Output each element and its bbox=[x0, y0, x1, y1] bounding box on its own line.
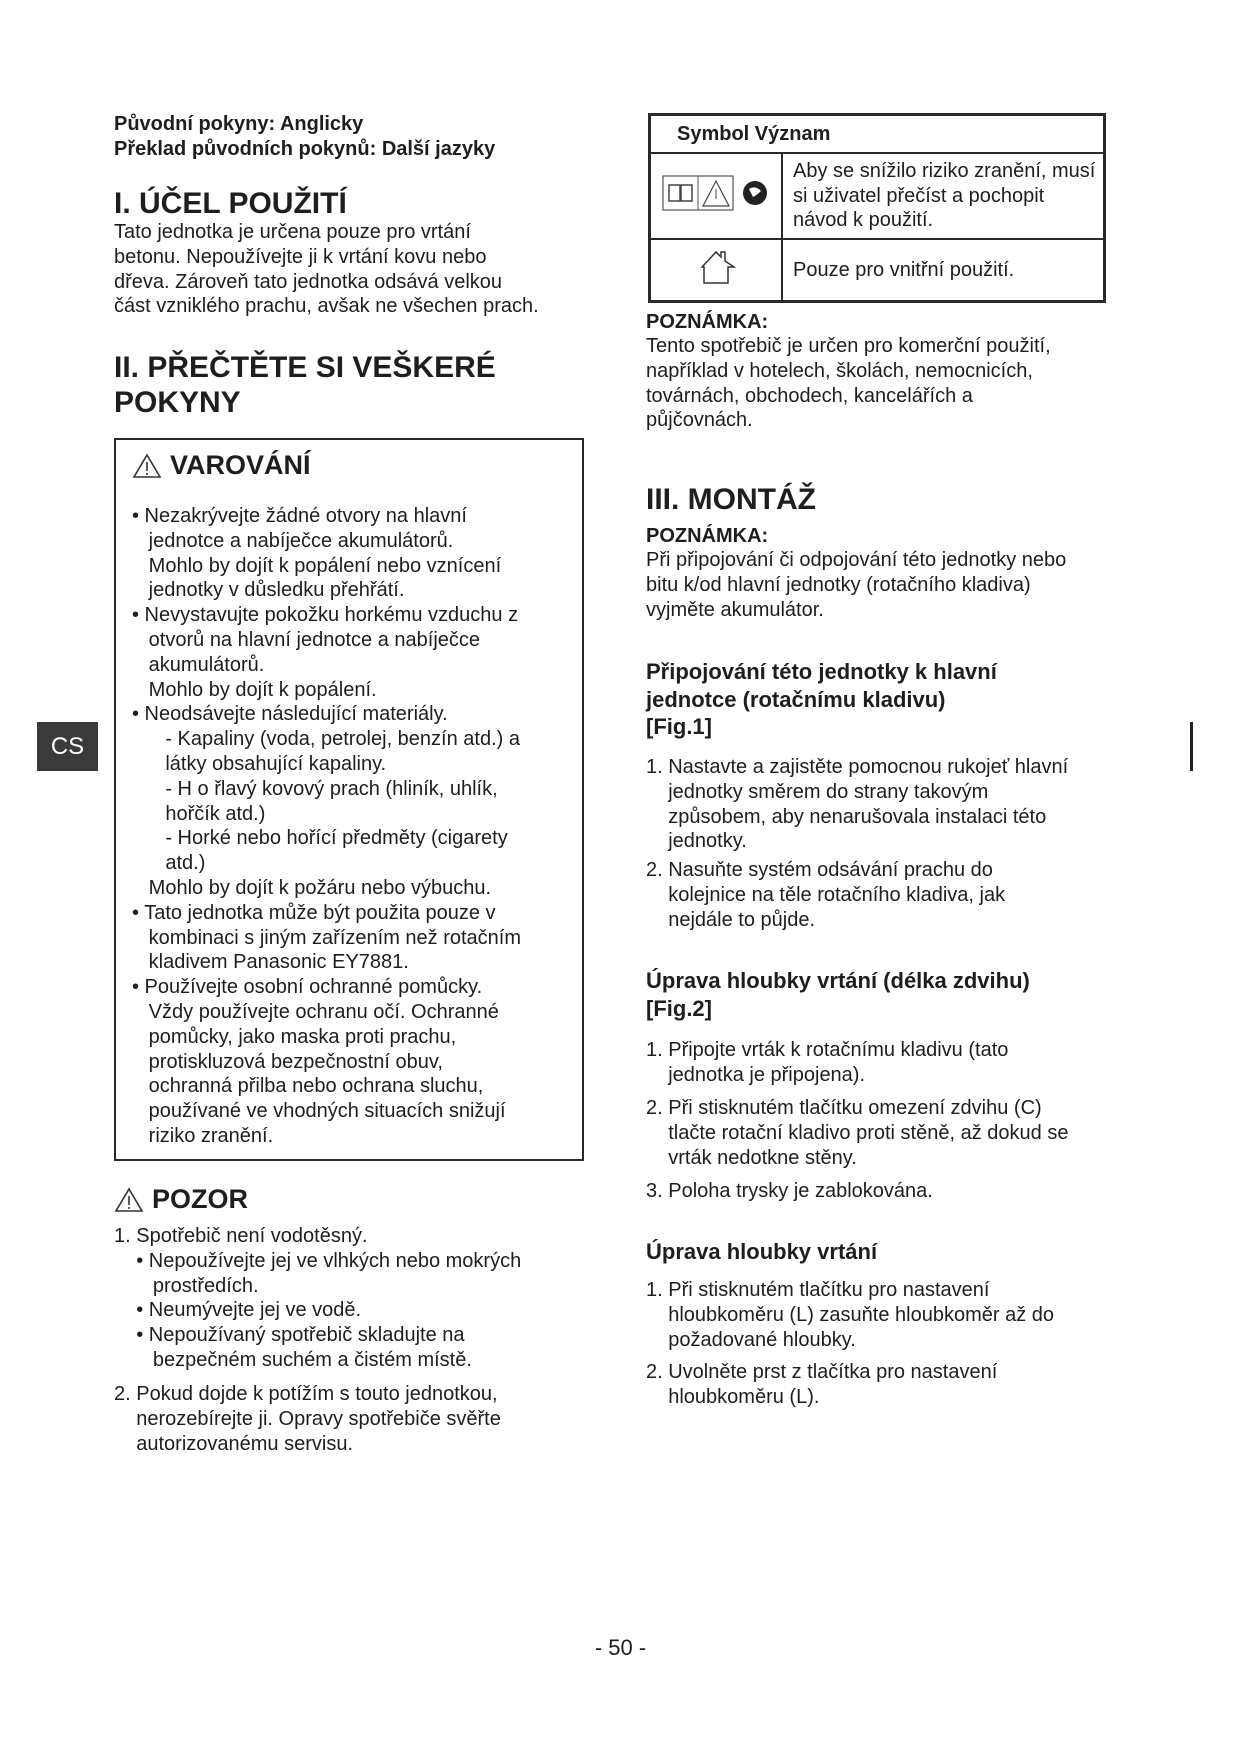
text-line: jednotce (rotačnímu kladivu) bbox=[646, 686, 946, 712]
text-line: protiskluzová bezpečnostní obuv, bbox=[132, 1050, 443, 1073]
text-line: riziko zranění. bbox=[132, 1124, 274, 1147]
symbol-table bbox=[648, 113, 1106, 303]
text-line: látky obsahující kapaliny. bbox=[132, 752, 387, 775]
text-line: • Nepoužívaný spotřebič skladujte na bbox=[114, 1324, 465, 1347]
text-line: kolejnice na těle rotačního kladiva, jak bbox=[646, 883, 1006, 906]
text-line: - Kapaliny (voda, petrolej, benzín atd.) a bbox=[132, 728, 520, 751]
text-line: si uživatel přečíst a pochopit bbox=[793, 184, 1045, 207]
text-line: jednotce a nabíječce akumulátorů. bbox=[132, 529, 454, 552]
text-line: Při připojování či odpojování této jednotky nebo bbox=[646, 549, 1067, 571]
translation-language: Překlad původních pokynů: Další jazyky bbox=[114, 137, 496, 160]
warning-box bbox=[114, 438, 584, 1161]
text-line: kombinaci s jiným zařízením než rotačním bbox=[132, 926, 522, 949]
text-line: hořčík atd.) bbox=[132, 802, 266, 825]
caution-item-1 bbox=[114, 1224, 521, 1373]
text-line: vrták nedotkne stěny. bbox=[646, 1146, 857, 1169]
stroke-step-3 bbox=[646, 1179, 933, 1204]
subsection-attach-title bbox=[646, 658, 997, 741]
note-2-text bbox=[646, 548, 1066, 622]
text-line: • Tato jednotka může být použita pouze v bbox=[132, 901, 496, 924]
page-edge-marker bbox=[1190, 722, 1193, 771]
text-line: dřeva. Zároveň tato jednotka odsává velkou bbox=[114, 270, 503, 293]
text-line: prostředích. bbox=[114, 1274, 259, 1297]
text-line: [Fig.2] bbox=[646, 995, 712, 1021]
text-line: ochranná přilba nebo ochrana sluchu, bbox=[132, 1075, 484, 1098]
symbol-row-indoor bbox=[650, 239, 1105, 302]
text-line: [Fig.1] bbox=[646, 714, 712, 739]
warning-heading bbox=[132, 452, 311, 480]
text-line: 2. Nasuňte systém odsávání prachu do bbox=[646, 859, 993, 881]
text-line: Mohlo by dojít k požáru nebo výbuchu. bbox=[132, 876, 492, 899]
original-language: Původní pokyny: Anglicky bbox=[114, 113, 364, 135]
page-number: - 50 - bbox=[594, 1635, 647, 1660]
text-line: hloubkoměru (L) zasuňte hloubkoměr až do bbox=[646, 1303, 1054, 1326]
warning-title: VAROVÁNÍ bbox=[170, 450, 311, 480]
text-line: jednotka je připojena). bbox=[646, 1063, 866, 1086]
text-line: Tento spotřebič je určen pro komerční použití, bbox=[646, 335, 1051, 357]
text-line: jednotky v důsledku přehřátí. bbox=[132, 579, 405, 602]
depth-step-2 bbox=[646, 1360, 997, 1410]
text-line: návod k použití. bbox=[793, 209, 934, 232]
text-line: Aby se snížilo riziko zranění, musí bbox=[793, 159, 1096, 182]
text-line: betonu. Nepoužívejte ji k vrtání kovu nebo bbox=[114, 245, 487, 268]
note-1-text bbox=[646, 334, 1051, 433]
section-1-text bbox=[114, 220, 539, 319]
subsection-depth-title bbox=[646, 1238, 877, 1266]
language-tab: CS bbox=[37, 722, 98, 771]
document-header bbox=[114, 112, 495, 162]
text-line: Vždy používejte ochranu očí. Ochranné bbox=[132, 1000, 499, 1023]
meaning-cell bbox=[782, 153, 1105, 239]
text-line: Připojování této jednotky k hlavní bbox=[646, 659, 997, 684]
text-line: například v hotelech, školách, nemocnicích, bbox=[646, 359, 1033, 382]
indoor-house-icon bbox=[694, 247, 738, 287]
text-line: autorizovanému servisu. bbox=[114, 1432, 353, 1455]
text-line: 1. Při stisknutém tlačítku pro nastavení bbox=[646, 1279, 990, 1301]
text-line: • Neodsávejte následující materiály. bbox=[132, 703, 448, 726]
symbol-cell bbox=[650, 153, 783, 239]
caution-heading bbox=[114, 1186, 248, 1214]
text-line: vyjměte akumulátor. bbox=[646, 598, 824, 621]
text-line: • Neumývejte jej ve vodě. bbox=[114, 1299, 362, 1322]
text-line: II. PŘEČTĚTE SI VEŠKERÉ bbox=[114, 351, 496, 384]
symbol-row-manual bbox=[650, 153, 1105, 239]
text-line: Mohlo by dojít k popálení. bbox=[132, 678, 377, 701]
text-line: 1. Nastavte a zajistěte pomocnou rukojeť hlavní bbox=[646, 756, 1069, 778]
warning-list bbox=[132, 504, 521, 1149]
text-line: POKYNY bbox=[114, 386, 241, 419]
caution-item-2 bbox=[114, 1382, 501, 1456]
text-line: hloubkoměru (L). bbox=[646, 1385, 820, 1408]
warning-triangle-icon bbox=[132, 453, 162, 479]
symbol-cell bbox=[650, 239, 783, 302]
text-line: Úprava hloubky vrtání bbox=[646, 1239, 878, 1264]
text-line: • Nevystavujte pokožku horkému vzduchu z bbox=[132, 604, 519, 627]
text-line: pomůcky, jako maska proti prachu, bbox=[132, 1025, 457, 1048]
text-line: - Horké nebo hořící předměty (cigarety bbox=[132, 827, 508, 850]
section-2-title bbox=[114, 350, 496, 420]
note-1-label: POZNÁMKA: bbox=[646, 311, 769, 333]
meaning-cell: Pouze pro vnitřní použití. bbox=[782, 239, 1105, 302]
section-3-title: III. MONTÁŽ bbox=[646, 483, 816, 516]
text-line: 1. Připojte vrták k rotačnímu kladivu (tato bbox=[646, 1039, 1009, 1061]
subsection-stroke-title bbox=[646, 967, 1030, 1022]
text-line: způsobem, aby nenarušovala instalaci této bbox=[646, 805, 1047, 828]
stroke-step-2 bbox=[646, 1096, 1068, 1170]
text-line: nejdále to půjde. bbox=[646, 908, 816, 931]
text-line: • Nepoužívejte jej ve vlhkých nebo mokrých bbox=[114, 1249, 522, 1272]
text-line: bitu k/od hlavní jednotky (rotačního kladiva) bbox=[646, 573, 1031, 596]
text-line: 1. Spotřebič není vodotěsný. bbox=[114, 1225, 368, 1247]
text-line: bezpečném suchém a čistém místě. bbox=[114, 1348, 472, 1371]
note-2-label: POZNÁMKA: bbox=[646, 525, 769, 547]
symbol-table-header-cell: Symbol Význam bbox=[650, 115, 1105, 154]
text-line: • Používejte osobní ochranné pomůcky. bbox=[132, 976, 483, 999]
section-1-title: I. ÚČEL POUŽITÍ bbox=[114, 187, 347, 220]
text-line: továrnách, obchodech, kancelářích a bbox=[646, 384, 973, 407]
attach-step-2 bbox=[646, 858, 1005, 932]
text-line: požadované hloubky. bbox=[646, 1328, 856, 1351]
text-line: otvorů na hlavní jednotce a nabíječce bbox=[132, 628, 481, 651]
text-line: kladivem Panasonic EY7881. bbox=[132, 951, 409, 974]
text-line: jednotky směrem do strany takovým bbox=[646, 780, 989, 803]
text-line: 2. Uvolněte prst z tlačítka pro nastavení bbox=[646, 1361, 998, 1383]
caution-triangle-icon bbox=[114, 1187, 144, 1213]
text-line: Úprava hloubky vrtání (délka zdvihu) bbox=[646, 968, 1030, 993]
text-line: atd.) bbox=[132, 852, 206, 875]
text-line: 2. Pokud dojde k potížím s touto jednotkou, bbox=[114, 1383, 498, 1405]
text-line: • Nezakrývejte žádné otvory na hlavní bbox=[132, 505, 467, 527]
text-line: Mohlo by dojít k popálení nebo vznícení bbox=[132, 554, 502, 577]
text-line: akumulátorů. bbox=[132, 653, 265, 676]
text-line: používané ve vhodných situacích snižují bbox=[132, 1100, 506, 1123]
text-line: 3. Poloha trysky je zablokována. bbox=[646, 1180, 933, 1202]
caution-title: POZOR bbox=[152, 1184, 249, 1214]
text-line: půjčovnách. bbox=[646, 409, 753, 432]
text-line: nerozebírejte ji. Opravy spotřebiče svěřte bbox=[114, 1407, 501, 1430]
text-line: tlačte rotační kladivo proti stěně, až dokud se bbox=[646, 1121, 1069, 1144]
attach-step-1 bbox=[646, 755, 1068, 854]
text-line: jednotky. bbox=[646, 830, 747, 853]
text-line: Tato jednotka je určena pouze pro vrtání bbox=[114, 221, 471, 243]
read-manual-icon bbox=[661, 172, 771, 214]
stroke-step-1 bbox=[646, 1038, 1008, 1088]
text-line: 2. Při stisknutém tlačítku omezení zdvihu (C) bbox=[646, 1097, 1042, 1119]
depth-step-1 bbox=[646, 1278, 1054, 1352]
text-line: část vzniklého prachu, avšak ne všechen prach. bbox=[114, 295, 539, 318]
symbol-table-header bbox=[650, 115, 1105, 154]
text-line: - H o řlavý kovový prach (hliník, uhlík, bbox=[132, 777, 498, 800]
